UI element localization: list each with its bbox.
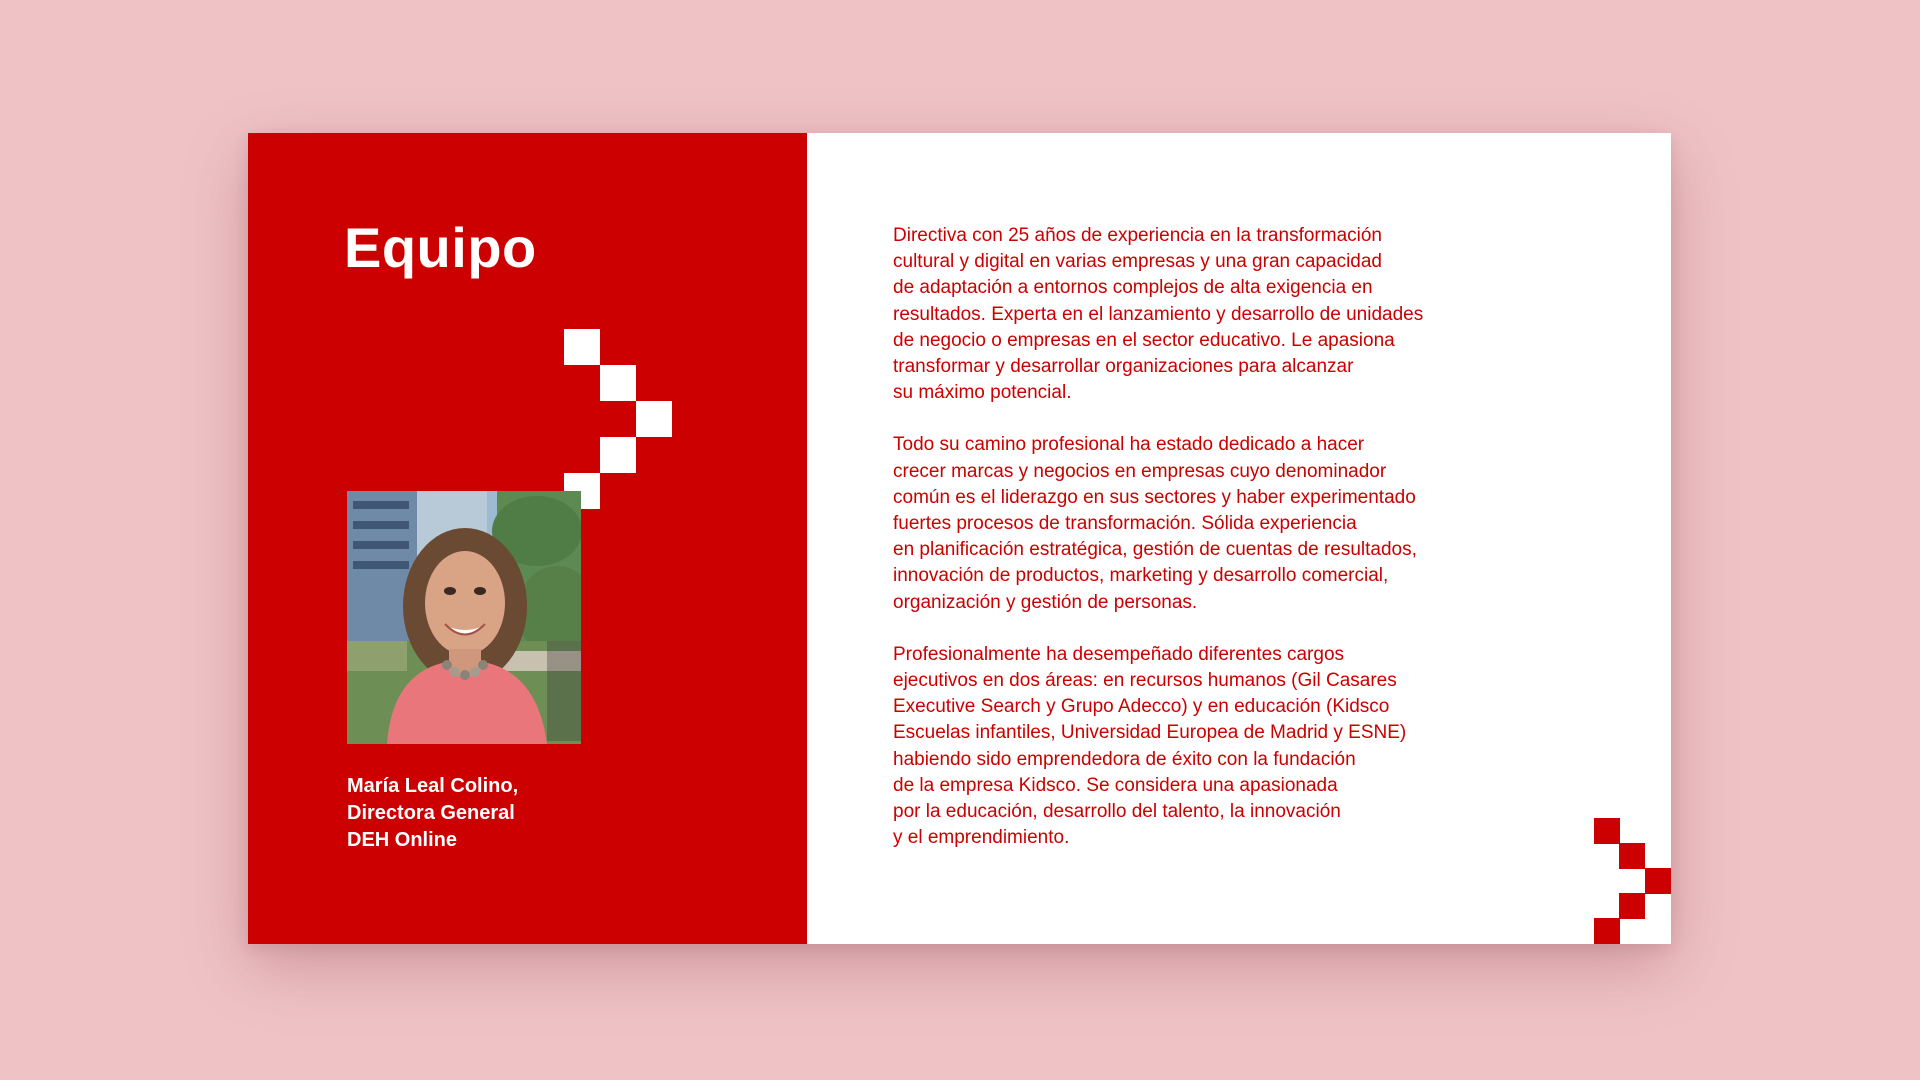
bio-line: Profesionalmente ha desempeñado diferentes cargos xyxy=(893,643,1345,665)
bio-line: común es el liderazgo en sus sectores y haber experimentado xyxy=(893,486,1416,508)
biography-text xyxy=(893,223,1513,877)
bio-line: de adaptación a entornos complejos de alta exigencia en xyxy=(893,277,1373,299)
checker-pattern-decoration-corner xyxy=(1594,818,1671,944)
checker-square xyxy=(1594,818,1620,844)
bio-line: Executive Search y Grupo Adecco) y en educación (Kidsco xyxy=(893,696,1390,718)
slide-title: Equipo xyxy=(344,216,537,279)
checker-square xyxy=(600,365,636,401)
bio-line: Escuelas infantiles, Universidad Europea de Madrid y ESNE) xyxy=(893,722,1407,744)
portrait-photo xyxy=(347,491,581,744)
bio-line: Directiva con 25 años de experiencia en la transformación xyxy=(893,225,1382,246)
person-role: Directora General xyxy=(347,802,515,824)
bio-paragraph-1 xyxy=(893,223,1513,406)
checker-square xyxy=(1594,918,1620,944)
bio-line: innovación de productos, marketing y desarrollo comercial, xyxy=(893,565,1389,587)
checker-square xyxy=(1619,843,1645,869)
person-name: María Leal Colino, xyxy=(347,775,519,797)
bio-line: fuertes procesos de transformación. Sólida experiencia xyxy=(893,513,1357,535)
bio-line: por la educación, desarrollo del talento, la innovación xyxy=(893,801,1341,823)
left-red-panel xyxy=(248,133,807,944)
bio-line: crecer marcas y negocios en empresas cuyo denominador xyxy=(893,460,1387,482)
checker-pattern-decoration xyxy=(564,329,672,509)
checker-square xyxy=(564,329,600,365)
bio-line: ejecutivos en dos áreas: en recursos humanos (Gil Casares xyxy=(893,670,1397,692)
bio-paragraph-2 xyxy=(893,432,1513,615)
bio-line: transformar y desarrollar organizaciones para alcanzar xyxy=(893,356,1354,378)
bio-line: organización y gestión de personas. xyxy=(893,591,1198,613)
bio-line: de la empresa Kidsco. Se considera una apasionada xyxy=(893,774,1338,796)
bio-line: su máximo potencial. xyxy=(893,382,1072,404)
bio-line: y el emprendimiento. xyxy=(893,827,1070,849)
bio-line: en planificación estratégica, gestión de cuentas de resultados, xyxy=(893,539,1417,561)
person-caption xyxy=(347,773,677,854)
bio-line: habiendo sido emprendedora de éxito con la fundación xyxy=(893,748,1356,770)
checker-square xyxy=(600,437,636,473)
checker-square xyxy=(1619,893,1645,919)
bio-line: cultural y digital en varias empresas y una gran capacidad xyxy=(893,251,1382,273)
bio-line: de negocio o empresas en el sector educativo. Le apasiona xyxy=(893,329,1395,351)
person-company: DEH Online xyxy=(347,829,458,851)
checker-square xyxy=(1645,868,1671,894)
team-slide xyxy=(248,133,1671,944)
checker-square xyxy=(636,401,672,437)
bio-line: resultados. Experta en el lanzamiento y desarrollo de unidades xyxy=(893,303,1424,325)
bio-line: Todo su camino profesional ha estado dedicado a hacer xyxy=(893,434,1365,456)
bio-paragraph-3 xyxy=(893,642,1513,852)
